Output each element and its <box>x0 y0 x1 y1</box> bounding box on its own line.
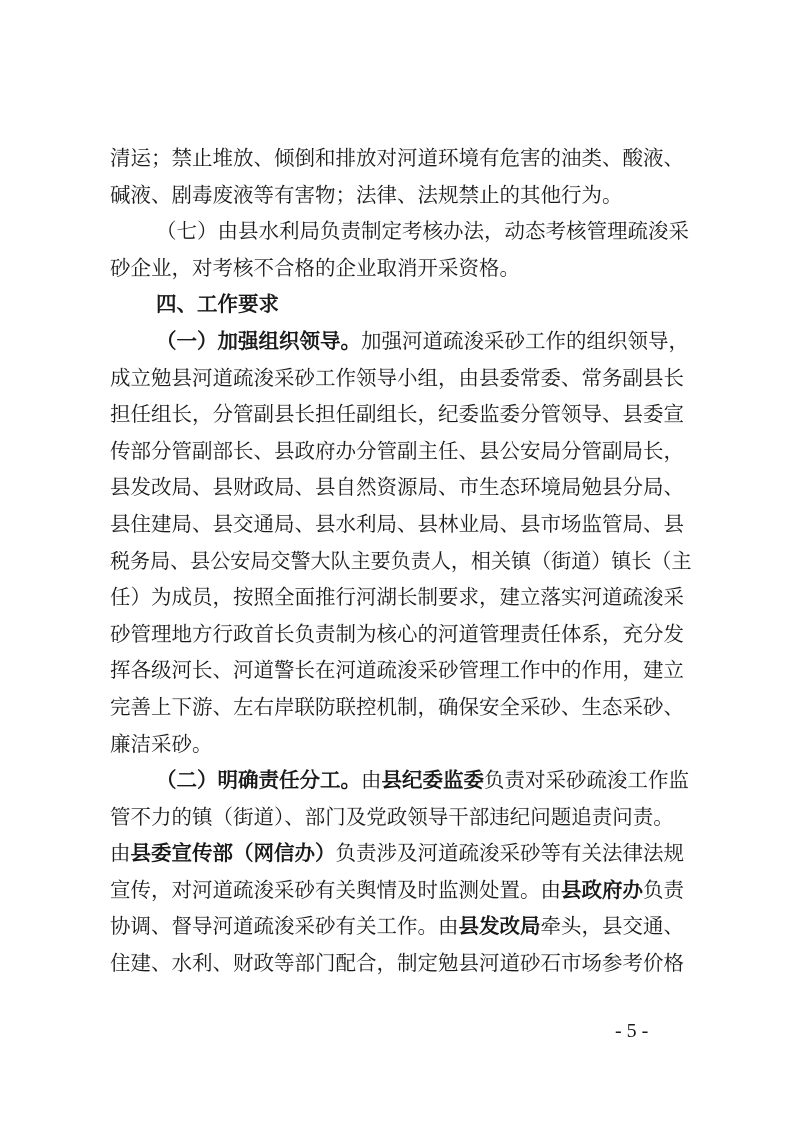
text-line: 砂管理地方行政首长负责制为核心的河道管理责任体系，充分发 <box>110 621 684 646</box>
dept-publicity: 县委宣传部（网信办） <box>130 841 336 866</box>
text-line: 传部分管副部长、县政府办分管副主任、县公安局分管副局长， <box>110 438 684 463</box>
text-line: 住建、水利、财政等部门配合，制定勉县河道砂石市场参考价格 <box>110 951 684 976</box>
section-heading: 四、工作要求 <box>156 292 279 317</box>
text-line: 成立勉县河道疏浚采砂工作领导小组，由县委常委、常务副县长 <box>110 365 684 390</box>
dept-development: 县发改局 <box>458 914 541 939</box>
text-line: 宣传，对河道疏浚采砂有关舆情及时监测处置。由县政府办负责 <box>110 877 684 902</box>
text-line: 清运；禁止堆放、倾倒和排放对河道环境有危害的油类、酸液、 <box>110 146 684 170</box>
item-two-first-line: （二）明确责任分工。由县纪委监委负责对采砂疏浚工作监 <box>156 768 689 793</box>
item-one-first-line: （一）加强组织领导。加强河道疏浚采砂工作的组织领导， <box>156 328 689 353</box>
text-line: 税务局、县公安局交警大队主要负责人，相关镇（街道）镇长（主 <box>110 548 692 573</box>
item-two-lead: （二）明确责任分工。 <box>156 768 361 793</box>
text-line: 廉洁采砂。 <box>110 731 213 756</box>
text-line: 碱液、剧毒废液等有害物；法律、法规禁止的其他行为。 <box>110 182 623 207</box>
dept-govoffice: 县政府办 <box>561 877 643 902</box>
text-line: 担任组长，分管副县长担任副组长，纪委监委分管领导、县委宣 <box>110 402 684 427</box>
text-line: 县发改局、县财政局、县自然资源局、市生态环境局勉县分局、 <box>110 475 684 500</box>
text-line: 完善上下游、左右岸联防联控机制，确保安全采砂、生态采砂、 <box>110 694 684 719</box>
item-seven-first-line: （七）由县水利局负责制定考核办法，动态考核管理疏浚采 <box>156 219 689 244</box>
text-line: 任）为成员，按照全面推行河湖长制要求，建立落实河道疏浚采 <box>110 585 684 610</box>
text-line: 县住建局、县交通局、县水利局、县林业局、县市场监管局、县 <box>110 511 684 536</box>
text-line: 砂企业，对考核不合格的企业取消开采资格。 <box>110 255 520 280</box>
dept-discipline: 县纪委监委 <box>381 768 484 793</box>
text-line: 管不力的镇（街道）、部门及党政领导干部违纪问题追责问责。 <box>110 804 674 829</box>
page-number: - 5 - <box>615 1020 649 1042</box>
item-one-lead: （一）加强组织领导。 <box>156 328 361 353</box>
text-line: 协调、督导河道疏浚采砂有关工作。由县发改局牵头，县交通、 <box>110 914 684 939</box>
text-line: 由县委宣传部（网信办）负责涉及河道疏浚采砂等有关法律法规 <box>110 841 684 866</box>
text-line: 挥各级河长、河道警长在河道疏浚采砂管理工作中的作用，建立 <box>110 658 684 683</box>
document-body <box>110 140 692 982</box>
